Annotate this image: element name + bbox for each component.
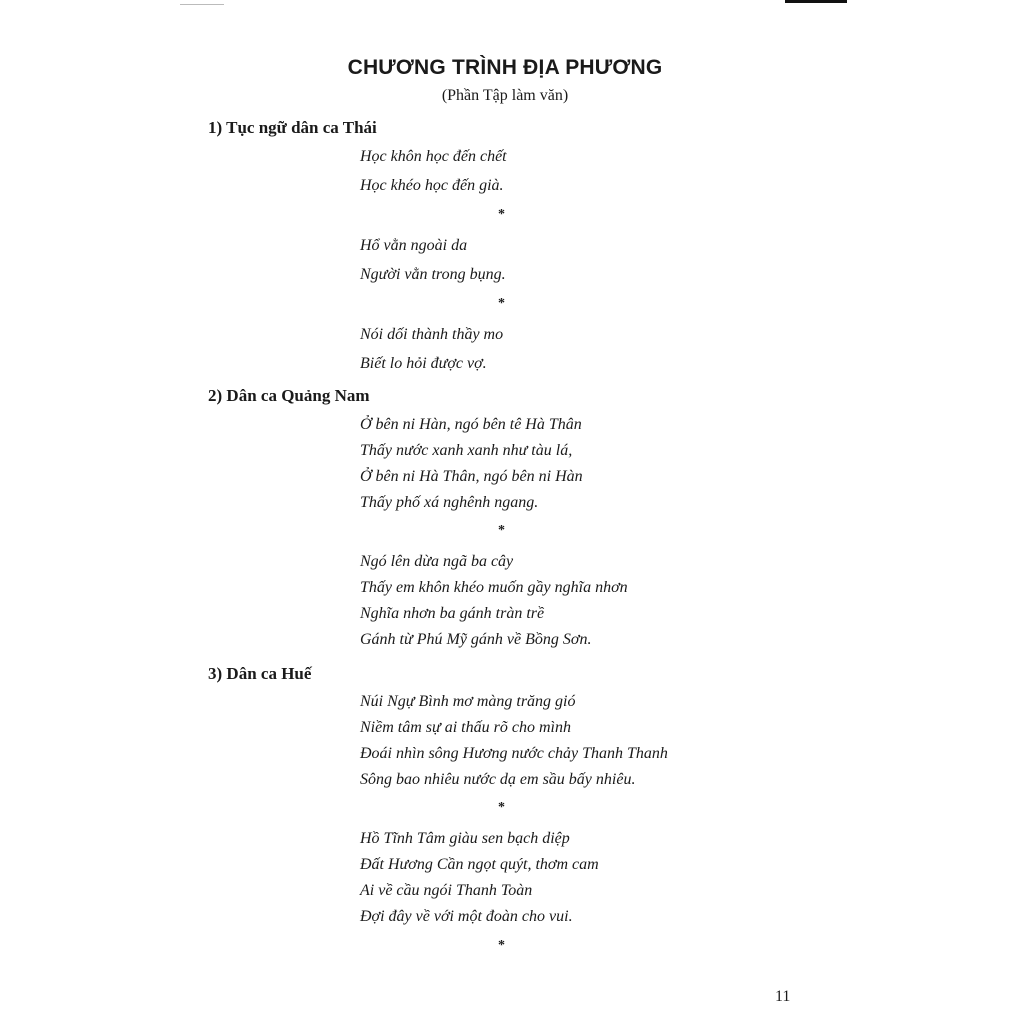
verse-line: Niềm tâm sự ai thấu rõ cho mình <box>360 719 571 736</box>
verse-line: Núi Ngự Bình mơ màng trăng gió <box>360 693 576 710</box>
verse-line: Học khéo học đến già. <box>360 177 504 194</box>
stanza-separator: * <box>498 296 505 311</box>
verse-line: Thấy phố xá nghênh ngang. <box>360 494 539 511</box>
stanza-separator: * <box>498 207 505 222</box>
verse-line: Hồ Tĩnh Tâm giàu sen bạch diệp <box>360 830 570 847</box>
verse-line: Người vằn trong bụng. <box>360 266 506 283</box>
stanza-separator: * <box>498 938 505 953</box>
verse-line: Đất Hương Cần ngọt quýt, thơm cam <box>360 856 599 873</box>
section-heading-thai: 1) Tục ngữ dân ca Thái <box>208 118 377 137</box>
verse-line: Học khôn học đến chết <box>360 148 507 165</box>
verse-line: Sông bao nhiêu nước dạ em sầu bấy nhiêu. <box>360 771 636 788</box>
page-subtitle: (Phần Tập làm văn) <box>441 87 569 104</box>
page-number: 11 <box>775 988 791 1005</box>
verse-line: Thấy em khôn khéo muốn gầy nghĩa nhơn <box>360 579 628 596</box>
verse-line: Ở bên ni Hà Thân, ngó bên ni Hàn <box>360 468 583 485</box>
section-heading-quang-nam: 2) Dân ca Quảng Nam <box>208 386 370 405</box>
verse-line: Gánh từ Phú Mỹ gánh về Bồng Sơn. <box>360 631 592 648</box>
scan-mark <box>180 4 224 5</box>
section-heading-hue: 3) Dân ca Huế <box>208 664 312 683</box>
verse-line: Đoái nhìn sông Hương nước chảy Thanh Thanh <box>360 745 668 762</box>
stanza-separator: * <box>498 800 505 815</box>
verse-line: Ở bên ni Hàn, ngó bên tê Hà Thân <box>360 416 582 433</box>
stanza-separator: * <box>498 523 505 538</box>
verse-line: Ngó lên dừa ngã ba cây <box>360 553 514 570</box>
verse-line: Thấy nước xanh xanh như tàu lá, <box>360 442 573 459</box>
scan-mark <box>785 0 847 3</box>
verse-line: Hổ vằn ngoài da <box>360 237 468 254</box>
verse-line: Đợi đây về với một đoàn cho vui. <box>360 908 573 925</box>
verse-line: Nói dối thành thầy mo <box>360 326 504 343</box>
page-title: CHƯƠNG TRÌNH ĐỊA PHƯƠNG <box>347 56 663 79</box>
verse-line: Ai về cầu ngói Thanh Toàn <box>360 882 533 899</box>
verse-line: Biết lo hỏi được vợ. <box>360 355 487 372</box>
verse-line: Nghĩa nhơn ba gánh tràn trề <box>360 605 545 622</box>
